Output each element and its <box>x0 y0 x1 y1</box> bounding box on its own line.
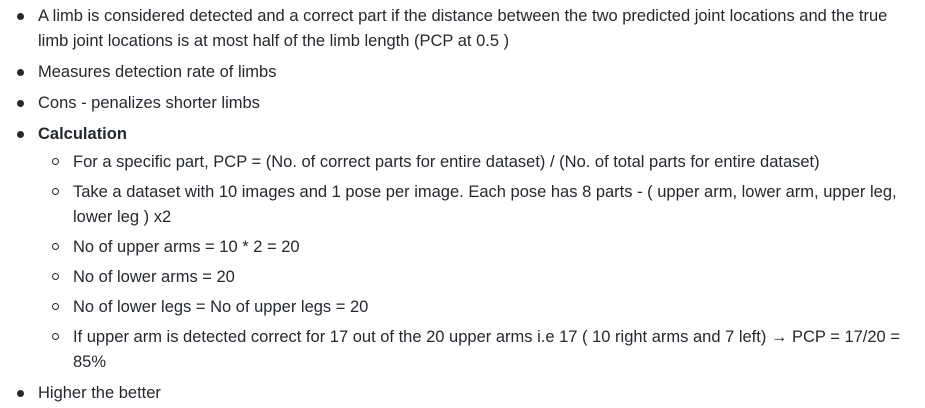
sub-list-item-text: No of upper arms = 10 * 2 = 20 <box>73 238 300 256</box>
bullet-icon <box>17 13 24 20</box>
bullet-icon <box>17 69 24 76</box>
sub-list-item <box>38 325 919 375</box>
circle-bullet-icon <box>52 243 59 250</box>
sub-list-item <box>38 265 919 290</box>
sub-list-item <box>38 295 919 320</box>
list-item-text: Higher the better <box>38 384 161 402</box>
sub-bullet-list <box>38 150 919 375</box>
list-item-text: Measures detection rate of limbs <box>38 63 277 81</box>
list-item-calculation <box>0 122 925 375</box>
sub-list-item-text: For a specific part, PCP = (No. of correct parts for entire dataset) / (No. of total parts for entire dataset) <box>73 153 820 171</box>
list-item <box>0 60 925 85</box>
circle-bullet-icon <box>52 188 59 195</box>
list-item <box>0 4 925 54</box>
sub-list-item-text: No of lower arms = 20 <box>73 268 235 286</box>
bullet-icon <box>17 390 24 397</box>
list-item-text: A limb is considered detected and a correct part if the distance between the two predicted joint locations and the true limb joint locations is at most half of the limb length (PCP at 0.5 ) <box>38 7 888 50</box>
circle-bullet-icon <box>52 273 59 280</box>
sub-list-item <box>38 180 919 230</box>
sub-list-item-text: Take a dataset with 10 images and 1 pose per image. Each pose has 8 parts - ( upper arm, lower arm, upper leg, lower leg ) x2 <box>73 183 897 226</box>
bullet-icon <box>17 131 24 138</box>
section-heading: Calculation <box>38 125 127 143</box>
list-item-text: Cons - penalizes shorter limbs <box>38 94 260 112</box>
circle-bullet-icon <box>52 158 59 165</box>
sub-list-item-text: If upper arm is detected correct for 17 out of the 20 upper arms i.e 17 ( 10 right arms and 7 left) → PCP = 17/20 = 85% <box>73 328 900 371</box>
sub-list-item <box>38 235 919 260</box>
list-item <box>0 381 925 406</box>
sub-list-item-text: No of lower legs = No of upper legs = 20 <box>73 298 369 316</box>
list-item <box>0 91 925 116</box>
sub-list-item <box>38 150 919 175</box>
circle-bullet-icon <box>52 333 59 340</box>
circle-bullet-icon <box>52 303 59 310</box>
bullet-icon <box>17 100 24 107</box>
